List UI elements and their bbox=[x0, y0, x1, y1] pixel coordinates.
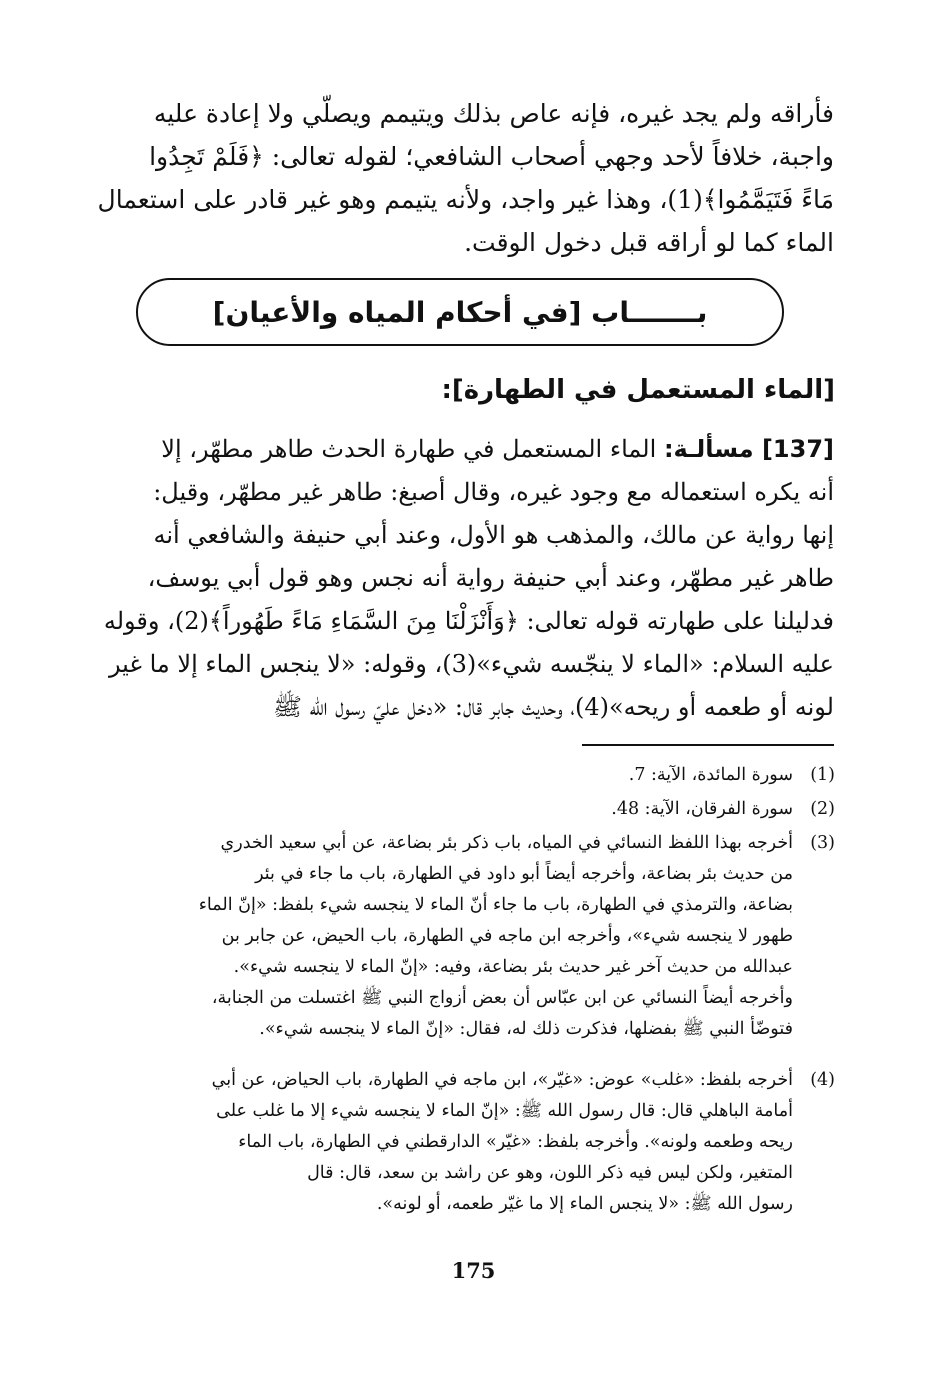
paragraph-line: واجبة، خلافاً لأحد وجهي أصحاب الشافعي؛ لقوله تعالى: ﴿فَلَمْ تَجِدُوا bbox=[149, 142, 834, 171]
chapter-banner bbox=[136, 278, 784, 346]
footnote-1 bbox=[95, 760, 835, 791]
paragraph-line: فدليلنا على طهارته قوله تعالى: ﴿وَأَنْزَلْنَا مِنَ السَّمَاءِ مَاءً طَهُوراً﴾(2)، وقوله bbox=[103, 607, 834, 635]
footnote-line: أخرجه بهذا اللفظ النسائي في المياه، باب ذكر بئر بضاعة، عن أبي سعيد الخدري bbox=[220, 833, 793, 853]
footnote-line: أمامة الباهلي قال: قال رسول الله ﷺ: «إنّ الماء لا ينجسه شيء إلا ما غلب على bbox=[216, 1101, 793, 1121]
page-number: 175 bbox=[451, 1258, 496, 1283]
footnote-line: رسول الله ﷺ: «لا ينجس الماء إلا ما غيّر طعمه، أو لونه». bbox=[376, 1194, 793, 1214]
footnote-text bbox=[95, 760, 793, 791]
footnote-line: سورة المائدة، الآية: 7. bbox=[628, 765, 793, 785]
paragraph-line: لونه أو طعمه أو ريحه»(4)، وحديث جابر قال: «دخل عليّ رسول الله ﷺ bbox=[272, 693, 834, 721]
main-paragraph bbox=[95, 428, 834, 729]
footnote-number: (3) bbox=[810, 833, 835, 853]
footnote-number: (4) bbox=[810, 1070, 835, 1090]
paragraph-line: الماء كما لو أراقه قبل دخول الوقت. bbox=[464, 228, 834, 257]
footnote-line: المتغير، ولكن ليس فيه ذكر اللون، وهو عن راشد بن سعد، قال: قال bbox=[307, 1163, 793, 1183]
footnote-text bbox=[95, 1065, 793, 1220]
paragraph-line: عليه السلام: «الماء لا ينجّسه شيء»(3)، وقوله: «لا ينجس الماء إلا ما غير bbox=[108, 650, 834, 678]
paragraph-line: طاهر غير مطهّر، وعند أبي حنيفة رواية أنه نجس وهو قول أبي يوسف، bbox=[147, 564, 834, 592]
footnote-line: فتوضّأ النبي ﷺ بفضلها، فذكرت ذلك له، فقال: «إنّ الماء لا ينجسه شيء». bbox=[259, 1019, 793, 1039]
footnote-3 bbox=[95, 828, 835, 1058]
paragraph-line bbox=[95, 428, 834, 471]
issue-label: [137] مسألـة: bbox=[663, 435, 834, 463]
paragraph-line: فأراقه ولم يجد غيره، فإنه عاص بذلك ويتيمم ويصلّي ولا إعادة عليه bbox=[153, 99, 834, 128]
top-paragraph bbox=[82, 92, 834, 264]
footnote-text bbox=[95, 794, 793, 825]
footnote-line: أخرجه بلفظ: «غلب» عوض: «غيّر»، ابن ماجه في الطهارة، باب الحياض، عن أبي bbox=[211, 1070, 793, 1090]
footnote-number: (2) bbox=[810, 799, 835, 819]
footnote-line: من حديث بئر بضاعة، وأخرجه أيضاً أبو داود في الطهارة، باب ما جاء في بئر bbox=[255, 864, 793, 884]
footnote-line: سورة الفرقان، الآية: 48. bbox=[611, 799, 793, 819]
paragraph-line: أنه يكره استعماله مع وجود غيره، وقال أصبغ: طاهر غير مطهّر، وقيل: bbox=[153, 478, 834, 506]
footnote-separator bbox=[582, 744, 834, 746]
footnote-line: طهور لا ينجسه شيء»، وأخرجه ابن ماجه في الطهارة، باب الحيض، عن جابر بن bbox=[221, 926, 793, 946]
section-heading: [الماء المستعمل في الطهارة]: bbox=[441, 375, 835, 405]
footnote-number: (1) bbox=[810, 765, 835, 785]
footnote-text bbox=[95, 828, 793, 1045]
paragraph-line: إنها رواية عن مالك، والمذهب هو الأول، وعند أبي حنيفة والشافعي أنه bbox=[153, 521, 834, 549]
footnote-4 bbox=[95, 1065, 835, 1245]
footnote-line: ريحه وطعمه ولونه». وأخرجه بلفظ: «غيّر» الدارقطني في الطهارة، باب الماء bbox=[238, 1132, 793, 1152]
footnote-2 bbox=[95, 794, 835, 825]
issue-text: الماء المستعمل في طهارة الحدث طاهر مطهّر، إلا bbox=[161, 435, 657, 463]
chapter-title: بـــــــاب [في أحكام المياه والأعيان] bbox=[212, 295, 708, 329]
paragraph-line: مَاءً فَتَيَمَّمُوا﴾(1)، وهذا غير واجد، ولأنه يتيمم وهو غير قادر على استعمال bbox=[97, 185, 834, 214]
footnote-line: عبدالله من حديث آخر غير حديث بئر بضاعة، وفيه: «إنّ الماء لا ينجسه شيء». bbox=[233, 957, 793, 977]
footnote-line: وأخرجه أيضاً النسائي عن ابن عبّاس أن بعض أزواج النبي ﷺ اغتسلت من الجنابة، bbox=[211, 988, 793, 1008]
footnote-line: بضاعة، والترمذي في الطهارة، باب ما جاء أنّ الماء لا ينجسه شيء بلفظ: «إنّ الماء bbox=[198, 895, 793, 915]
